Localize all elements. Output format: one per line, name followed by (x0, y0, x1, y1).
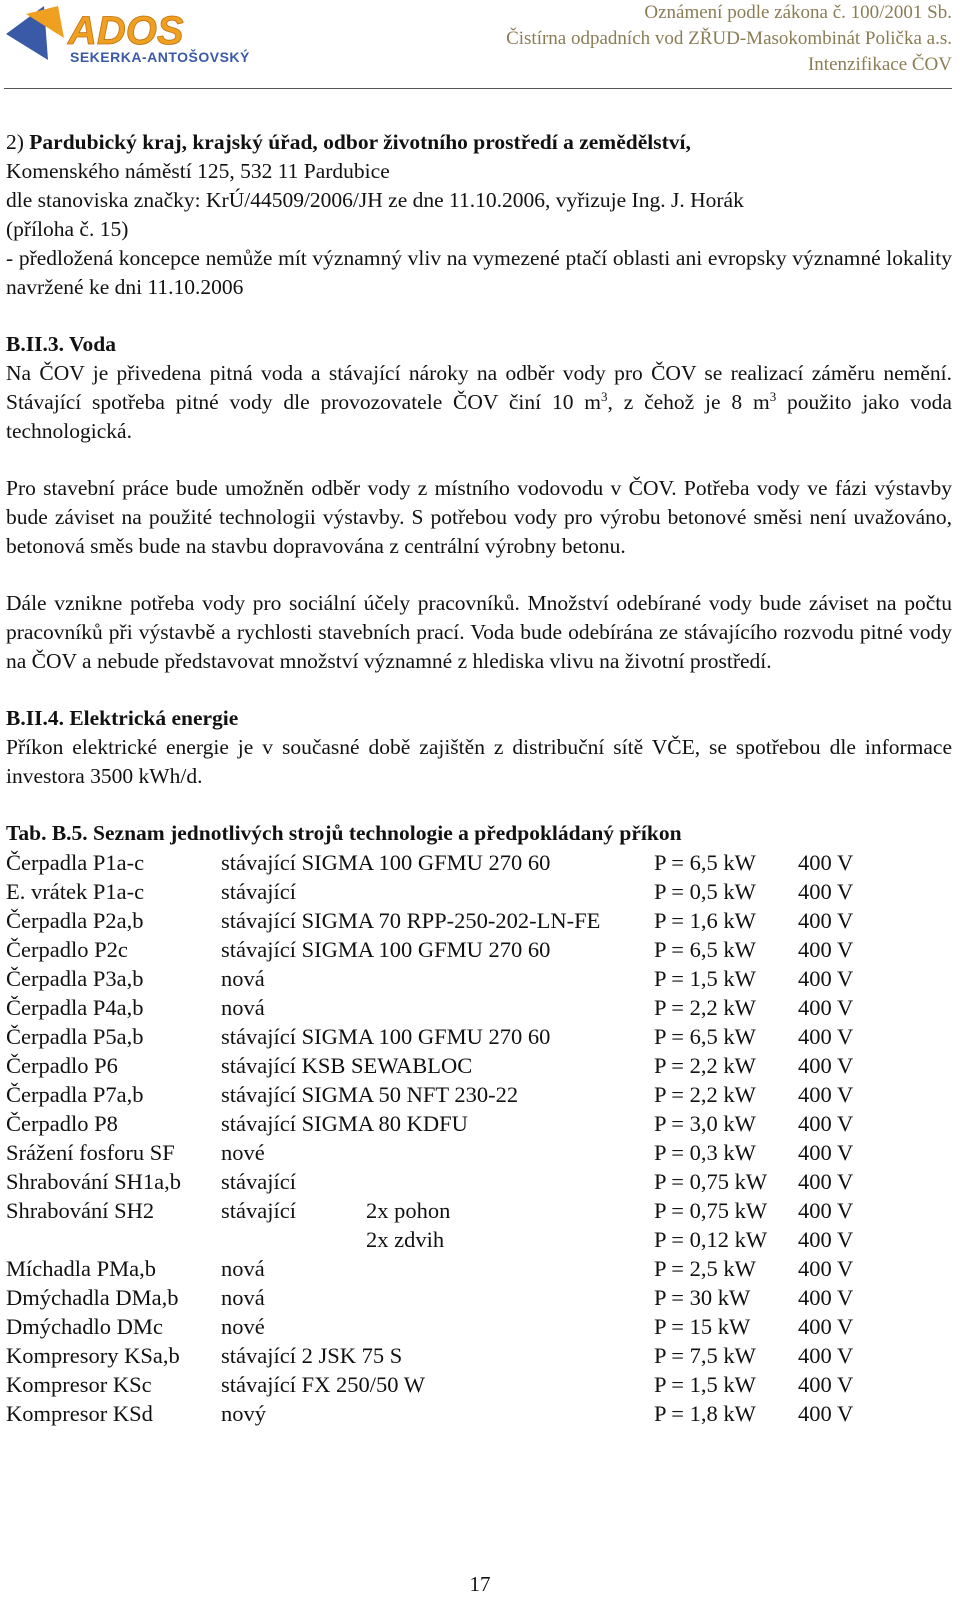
table-cell-voltage: 400 V (798, 850, 854, 875)
page-number: 17 (469, 1572, 491, 1596)
table-cell-name: E. vrátek P1a-c (6, 879, 145, 904)
table-cell-power: P = 30 kW (654, 1285, 751, 1310)
table-cell-state: stávající SIGMA 100 GFMU 270 60 (221, 850, 551, 875)
table-cell-name: Míchadla PMa,b (6, 1256, 156, 1281)
table-cell-voltage: 400 V (798, 1314, 854, 1339)
table-cell-name: Čerpadla P1a-c (6, 850, 145, 875)
table-cell-name: Dmýchadla DMa,b (6, 1285, 179, 1310)
voda-p1b-mid: , z čehož je 8 m (607, 390, 770, 414)
document-header-info (506, 0, 952, 78)
section2-attachment: (příloha č. 15) (6, 217, 129, 241)
table-cell-voltage: 400 V (798, 1082, 854, 1107)
table-row (6, 848, 878, 877)
table-cell-voltage: 400 V (798, 1343, 854, 1368)
table-cell-power: P = 1,6 kW (654, 908, 756, 933)
table-cell-voltage: 400 V (798, 1024, 854, 1049)
section2-title (6, 128, 952, 157)
table-cell-voltage: 400 V (798, 1401, 854, 1426)
header-divider (4, 88, 952, 89)
superscript: 3 (769, 389, 777, 404)
table-cell-state: stávající SIGMA 100 GFMU 270 60 (221, 1024, 551, 1049)
table-cell-power: P = 2,2 kW (654, 995, 756, 1020)
table-row (6, 1254, 878, 1283)
energie-paragraph: Příkon elektrické energie je v současné době zajištěn z distribuční sítě VČE, se spotřebou dle informace investora 3500 kWh/d. (6, 735, 952, 788)
table-cell-power: P = 15 kW (654, 1314, 751, 1339)
table-row (6, 1283, 878, 1312)
section2-address: Komenského náměstí 125, 532 11 Pardubice (6, 159, 390, 183)
energie-heading-text: Elektrická energie (69, 706, 239, 730)
table-cell-state: stávající 2 JSK 75 S (221, 1343, 403, 1368)
table-cell-name: Čerpadlo P2c (6, 937, 128, 962)
superscript: 3 (601, 389, 608, 404)
table-cell-voltage: 400 V (798, 1285, 854, 1310)
table-cell-voltage: 400 V (798, 1169, 854, 1194)
voda-p1-text: Na ČOV je přivedena pitná voda a stávající nároky na odběr vody pro ČOV se realizací záměru nemění. (6, 361, 952, 385)
table-cell-power: P = 6,5 kW (654, 850, 756, 875)
table-cell-voltage: 400 V (798, 879, 854, 904)
table-cell-voltage: 400 V (798, 1053, 854, 1078)
table-cell-state: nové (221, 1314, 265, 1339)
table-cell-name: Kompresor KSd (6, 1401, 153, 1426)
table-cell-power: P = 7,5 kW (654, 1343, 756, 1368)
table-row (6, 877, 878, 906)
table-row (6, 1225, 878, 1254)
table-cell-voltage: 400 V (798, 1227, 854, 1252)
table-cell-power: P = 1,5 kW (654, 1372, 756, 1397)
table-cell-name: Kompresory KSa,b (6, 1343, 180, 1368)
table-cell-voltage: 400 V (798, 1372, 854, 1397)
table-cell-note: 2x zdvih (366, 1227, 445, 1252)
machines-table (6, 848, 878, 1428)
table-cell-state: nové (221, 1140, 265, 1165)
table-cell-voltage: 400 V (798, 908, 854, 933)
voda-p1b-start: Stávající spotřeba pitné vody dle provozovatele ČOV činí 10 m (6, 390, 602, 414)
table-cell-state: nový (221, 1401, 266, 1426)
table-cell-power: P = 0,12 kW (654, 1227, 768, 1252)
section2-statement: - předložená koncepce nemůže mít významný vliv na vymezené ptačí oblasti ani evropsky významné lokality navržené ke dni 11.10.2006 (6, 246, 952, 299)
table-cell-power: P = 1,8 kW (654, 1401, 756, 1426)
section2-number: 2) (6, 130, 24, 154)
table-cell-name: Čerpadlo P6 (6, 1053, 118, 1078)
table-cell-state: stávající SIGMA 80 KDFU (221, 1111, 468, 1136)
table-row (6, 1312, 878, 1341)
voda-heading (6, 330, 952, 359)
logo-subtext: SEKERKA-ANTOŠOVSKÝ (70, 49, 250, 65)
table-cell-voltage: 400 V (798, 1256, 854, 1281)
table-cell-name: Kompresor KSc (6, 1372, 152, 1397)
table-title: Tab. B.5. Seznam jednotlivých strojů technologie a předpokládaný příkon (6, 821, 682, 845)
table-row (6, 1370, 878, 1399)
table-cell-name: Čerpadlo P8 (6, 1111, 118, 1136)
table-cell-power: P = 0,5 kW (654, 879, 756, 904)
header-line-subtitle: Intenzifikace ČOV (807, 54, 952, 75)
table-cell-state (221, 1225, 366, 1254)
table-cell-name: Čerpadla P2a,b (6, 908, 144, 933)
table-cell-name (6, 1225, 221, 1254)
table-cell-name: Shrabování SH2 (6, 1198, 155, 1223)
voda-paragraph-1 (6, 359, 952, 446)
section2-authority: Pardubický kraj, krajský úřad, odbor životního prostředí a zemědělství, (29, 130, 691, 154)
table-row (6, 1080, 878, 1109)
table-row (6, 906, 878, 935)
energie-heading (6, 704, 952, 733)
table-row (6, 1138, 878, 1167)
voda-p1b-end: použito jako voda technologická. (6, 390, 952, 443)
table-cell-name: Srážení fosforu SF (6, 1140, 175, 1165)
table-row (6, 1399, 878, 1428)
table-cell-power: P = 6,5 kW (654, 937, 756, 962)
energie-heading-number: B.II.4. (6, 706, 64, 730)
table-cell-voltage: 400 V (798, 1198, 854, 1223)
document-body (6, 128, 952, 1428)
table-cell-name: Čerpadla P7a,b (6, 1082, 144, 1107)
table-cell-voltage: 400 V (798, 966, 854, 991)
table-cell-power: P = 2,2 kW (654, 1053, 756, 1078)
table-cell-state: stávající SIGMA 50 NFT 230-22 (221, 1082, 519, 1107)
table-cell-voltage: 400 V (798, 937, 854, 962)
table-cell-state: stávající SIGMA 70 RPP-250-202-LN-FE (221, 908, 601, 933)
table-row (6, 1022, 878, 1051)
table-row (6, 1051, 878, 1080)
table-cell-state: stávající (221, 1198, 296, 1223)
table-cell-state: stávající FX 250/50 W (221, 1372, 425, 1397)
table-cell-name: Čerpadla P3a,b (6, 966, 144, 991)
voda-paragraph-3: Dále vznikne potřeba vody pro sociální účely pracovníků. Množství odebírané vody bude záviset na počtu pracovníků při výstavbě a rychlosti stavebních prací. Voda bude odebírána ze stávajícího rozvodu pitné vody na ČOV a nebude představovat množství významné z hlediska vlivu na životní prostředí. (6, 591, 952, 673)
table-cell-power: P = 2,5 kW (654, 1256, 756, 1281)
table-cell-state: stávající SIGMA 100 GFMU 270 60 (221, 937, 551, 962)
logo-text: ADOS (68, 9, 184, 53)
table-row (6, 1167, 878, 1196)
table-cell-state: nová (221, 966, 265, 991)
table-cell-power: P = 0,75 kW (654, 1198, 768, 1223)
table-cell-name: Čerpadla P5a,b (6, 1024, 144, 1049)
table-cell-voltage: 400 V (798, 1111, 854, 1136)
table-row (6, 1341, 878, 1370)
table-cell-name: Shrabování SH1a,b (6, 1169, 181, 1194)
table-cell-name: Dmýchadlo DMc (6, 1314, 163, 1339)
table-cell-power: P = 3,0 kW (654, 1111, 756, 1136)
table-cell-power: P = 0,75 kW (654, 1169, 768, 1194)
table-cell-state: stávající (221, 1169, 296, 1194)
table-cell-state: nová (221, 1256, 265, 1281)
table-cell-state: stávající KSB SEWABLOC (221, 1053, 473, 1078)
table-cell-power: P = 1,5 kW (654, 966, 756, 991)
table-row (6, 1109, 878, 1138)
table-cell-state: stávající (221, 879, 296, 904)
table-cell-note: 2x pohon (366, 1198, 451, 1223)
table-row (6, 993, 878, 1022)
table-cell-power: P = 6,5 kW (654, 1024, 756, 1049)
table-cell-state: nová (221, 1285, 265, 1310)
table-cell-voltage: 400 V (798, 995, 854, 1020)
voda-heading-text: Voda (68, 332, 116, 356)
section2-reference: dle stanoviska značky: KrÚ/44509/2006/JH ze dne 11.10.2006, vyřizuje Ing. J. Horák (6, 188, 744, 212)
table-row (6, 1196, 878, 1225)
table-cell-state: nová (221, 995, 265, 1020)
table-row (6, 964, 878, 993)
header-line-law: Oznámení podle zákona č. 100/2001 Sb. (644, 2, 952, 23)
table-cell-power: P = 2,2 kW (654, 1082, 756, 1107)
company-logo (4, 4, 304, 66)
header-line-project: Čistírna odpadních vod ZŘUD-Masokombinát Polička a.s. (506, 28, 952, 49)
table-cell-name: Čerpadla P4a,b (6, 995, 144, 1020)
table-cell-voltage: 400 V (798, 1140, 854, 1165)
voda-paragraph-2: Pro stavební práce bude umožněn odběr vody z místního vodovodu v ČOV. Potřeba vody ve fázi výstavby bude záviset na použité technologii výstavby. S potřebou vody pro výrobu betonové směsi není uvažováno, betonová směs bude na stavbu dopravována z centrální výrobny betonu. (6, 476, 952, 558)
table-cell-power: P = 0,3 kW (654, 1140, 756, 1165)
voda-heading-number: B.II.3. (6, 332, 64, 356)
table-row (6, 935, 878, 964)
